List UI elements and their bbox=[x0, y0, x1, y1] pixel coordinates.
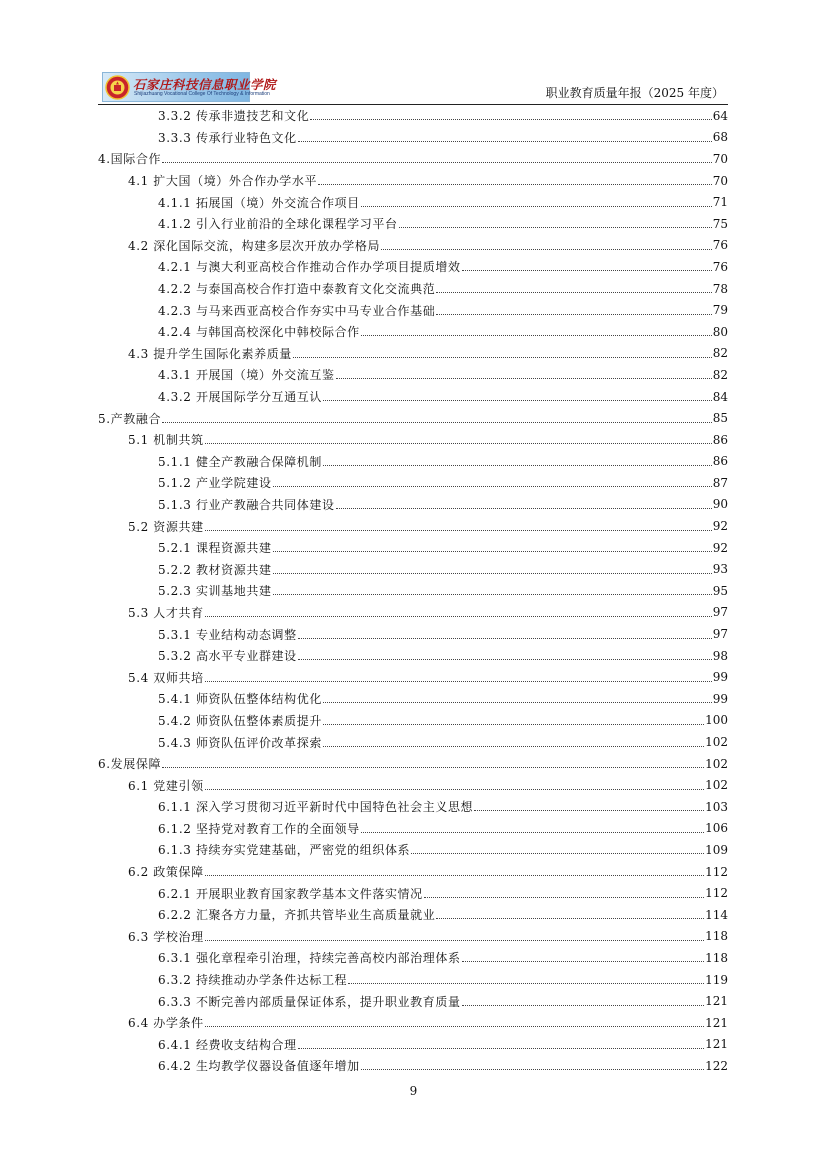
toc-entry-title: 5.1.3 行业产教融合共同体建设 bbox=[158, 497, 335, 512]
toc-entry-page: 119 bbox=[705, 972, 728, 987]
toc-entry-title: 6.4.1 经费收支结构合理 bbox=[158, 1037, 297, 1052]
toc-dot-leader bbox=[336, 508, 712, 509]
toc-entry[interactable] bbox=[98, 1012, 728, 1034]
toc-dot-leader bbox=[273, 551, 712, 552]
toc-entry-title: 4.国际合作 bbox=[98, 152, 162, 167]
toc-dot-leader bbox=[310, 119, 711, 120]
toc-entry[interactable] bbox=[98, 321, 728, 343]
toc-dot-leader bbox=[273, 594, 712, 595]
toc-dot-leader bbox=[462, 1005, 705, 1006]
toc-dot-leader bbox=[323, 702, 712, 703]
toc-entry[interactable] bbox=[98, 969, 728, 991]
toc-dot-leader bbox=[474, 810, 704, 811]
toc-entry[interactable] bbox=[98, 861, 728, 883]
toc-entry-page: 106 bbox=[705, 821, 728, 836]
toc-entry[interactable] bbox=[98, 429, 728, 451]
toc-entry-page: 95 bbox=[712, 583, 728, 598]
toc-entry-title: 4.2.2 与泰国高校合作打造中泰教育文化交流典范 bbox=[158, 282, 436, 297]
logo-chinese-name: 石家庄科技信息职业学院 bbox=[133, 77, 277, 92]
toc-dot-leader bbox=[361, 1069, 704, 1070]
toc-entry-title: 6.1.2 坚持党对教育工作的全面领导 bbox=[158, 821, 360, 836]
toc-dot-leader bbox=[361, 832, 704, 833]
toc-entry[interactable] bbox=[98, 602, 728, 624]
toc-entry[interactable] bbox=[98, 710, 728, 732]
toc-entry-page: 121 bbox=[705, 1015, 728, 1030]
toc-entry[interactable] bbox=[98, 494, 728, 516]
toc-entry[interactable] bbox=[98, 299, 728, 321]
toc-entry-page: 99 bbox=[712, 691, 728, 706]
toc-entry[interactable] bbox=[98, 105, 728, 127]
toc-dot-leader bbox=[336, 378, 712, 379]
toc-entry-title: 6.4 办学条件 bbox=[128, 1016, 204, 1031]
toc-entry[interactable] bbox=[98, 148, 728, 170]
toc-entry[interactable] bbox=[98, 364, 728, 386]
toc-entry[interactable] bbox=[98, 170, 728, 192]
report-title: 职业教育质量年报（2025 年度） bbox=[545, 86, 724, 100]
toc-entry-title: 5.4.1 师资队伍整体结构优化 bbox=[158, 692, 322, 707]
toc-entry-title: 5.2.2 教材资源共建 bbox=[158, 562, 272, 577]
toc-entry-page: 122 bbox=[705, 1058, 728, 1073]
toc-entry[interactable] bbox=[98, 580, 728, 602]
logo-english-name: Shijiazhuang Vocational College Of Technology & Information bbox=[134, 91, 270, 97]
toc-entry[interactable] bbox=[98, 666, 728, 688]
toc-entry-page: 92 bbox=[712, 519, 728, 534]
toc-entry-page: 109 bbox=[705, 842, 728, 857]
toc-entry-page: 118 bbox=[705, 929, 728, 944]
toc-entry-page: 75 bbox=[712, 216, 728, 231]
toc-entry-page: 102 bbox=[705, 778, 728, 793]
toc-entry-title: 4.3.1 开展国（境）外交流互鉴 bbox=[158, 368, 335, 383]
toc-entry[interactable] bbox=[98, 537, 728, 559]
toc-entry[interactable] bbox=[98, 386, 728, 408]
toc-entry-page: 118 bbox=[705, 950, 728, 965]
toc-dot-leader bbox=[399, 227, 712, 228]
toc-dot-leader bbox=[323, 746, 704, 747]
toc-dot-leader bbox=[348, 983, 704, 984]
toc-entry-page: 82 bbox=[712, 367, 728, 382]
toc-entry-title: 5.产教融合 bbox=[98, 411, 162, 426]
toc-entry-page: 64 bbox=[712, 108, 728, 123]
toc-entry-title: 4.1 扩大国（境）外合作办学水平 bbox=[128, 174, 318, 189]
toc-entry-page: 99 bbox=[712, 670, 728, 685]
toc-entry[interactable] bbox=[98, 947, 728, 969]
toc-entry-page: 112 bbox=[705, 864, 728, 879]
toc-entry-page: 87 bbox=[712, 475, 728, 490]
toc-entry-page: 103 bbox=[705, 799, 728, 814]
toc-dot-leader bbox=[462, 961, 705, 962]
toc-dot-leader bbox=[361, 206, 712, 207]
toc-dot-leader bbox=[298, 659, 712, 660]
toc-dot-leader bbox=[205, 1026, 704, 1027]
toc-dot-leader bbox=[381, 249, 712, 250]
toc-dot-leader bbox=[205, 443, 712, 444]
toc-entry-page: 97 bbox=[712, 627, 728, 642]
toc-dot-leader bbox=[361, 335, 712, 336]
toc-entry-title: 4.1.2 引入行业前沿的全球化课程学习平台 bbox=[158, 217, 398, 232]
toc-entry-title: 5.3.1 专业结构动态调整 bbox=[158, 627, 297, 642]
toc-entry-title: 5.4.2 师资队伍整体素质提升 bbox=[158, 713, 322, 728]
toc-entry[interactable] bbox=[98, 926, 728, 948]
toc-entry-page: 112 bbox=[705, 886, 728, 901]
toc-entry[interactable] bbox=[98, 818, 728, 840]
table-of-contents bbox=[98, 105, 728, 1077]
toc-entry-title: 5.1.2 产业学院建设 bbox=[158, 476, 272, 491]
toc-entry-title: 4.2.4 与韩国高校深化中韩校际合作 bbox=[158, 325, 360, 340]
toc-dot-leader bbox=[205, 940, 704, 941]
toc-entry-title: 4.1.1 拓展国（境）外交流合作项目 bbox=[158, 195, 360, 210]
toc-dot-leader bbox=[323, 724, 704, 725]
toc-entry[interactable] bbox=[98, 256, 728, 278]
toc-entry-page: 68 bbox=[712, 130, 728, 145]
toc-entry[interactable] bbox=[98, 904, 728, 926]
toc-entry-page: 70 bbox=[712, 151, 728, 166]
toc-entry-title: 4.2 深化国际交流，构建多层次开放办学格局 bbox=[128, 238, 381, 253]
toc-dot-leader bbox=[424, 897, 704, 898]
toc-entry-title: 5.2.3 实训基地共建 bbox=[158, 584, 272, 599]
toc-entry-title: 4.2.1 与澳大利亚高校合作推动合作办学项目提质增效 bbox=[158, 260, 461, 275]
toc-dot-leader bbox=[162, 767, 704, 768]
toc-entry[interactable] bbox=[98, 451, 728, 473]
toc-dot-leader bbox=[436, 314, 711, 315]
toc-entry[interactable] bbox=[98, 990, 728, 1012]
page-header bbox=[98, 70, 728, 104]
toc-entry-page: 71 bbox=[712, 195, 728, 210]
toc-entry[interactable] bbox=[98, 774, 728, 796]
toc-entry-page: 102 bbox=[705, 735, 728, 750]
college-seal-icon bbox=[105, 75, 130, 100]
toc-dot-leader bbox=[323, 465, 712, 466]
toc-entry-title: 6.3.1 强化章程牵引治理，持续完善高校内部治理体系 bbox=[158, 951, 461, 966]
toc-entry-page: 76 bbox=[712, 259, 728, 274]
toc-entry-title: 6.1 党建引领 bbox=[128, 778, 204, 793]
toc-entry[interactable] bbox=[98, 882, 728, 904]
toc-entry[interactable] bbox=[98, 688, 728, 710]
toc-entry[interactable] bbox=[98, 558, 728, 580]
toc-dot-leader bbox=[462, 270, 712, 271]
toc-entry-title: 6.3.2 持续推动办学条件达标工程 bbox=[158, 973, 348, 988]
toc-entry[interactable] bbox=[98, 278, 728, 300]
toc-entry-title: 5.3 人才共育 bbox=[128, 605, 204, 620]
toc-entry-title: 4.3.2 开展国际学分互通互认 bbox=[158, 390, 322, 405]
toc-dot-leader bbox=[162, 422, 712, 423]
toc-entry-title: 6.1.1 深入学习贯彻习近平新时代中国特色社会主义思想 bbox=[158, 800, 474, 815]
toc-entry-page: 97 bbox=[712, 605, 728, 620]
toc-entry-page: 102 bbox=[705, 756, 728, 771]
toc-entry-page: 82 bbox=[712, 346, 728, 361]
toc-dot-leader bbox=[298, 638, 712, 639]
toc-dot-leader bbox=[205, 530, 712, 531]
toc-entry-title: 6.发展保障 bbox=[98, 757, 162, 772]
toc-dot-leader bbox=[273, 573, 712, 574]
toc-entry-page: 93 bbox=[712, 562, 728, 577]
toc-entry-page: 86 bbox=[712, 454, 728, 469]
toc-entry-title: 3.3.3 传承行业特色文化 bbox=[158, 130, 297, 145]
toc-entry-title: 6.2 政策保障 bbox=[128, 865, 204, 880]
toc-dot-leader bbox=[436, 292, 711, 293]
toc-dot-leader bbox=[205, 789, 704, 790]
toc-entry-page: 84 bbox=[712, 389, 728, 404]
toc-entry[interactable] bbox=[98, 235, 728, 257]
toc-entry[interactable] bbox=[98, 213, 728, 235]
toc-entry[interactable] bbox=[98, 623, 728, 645]
toc-dot-leader bbox=[436, 918, 704, 919]
toc-entry[interactable] bbox=[98, 472, 728, 494]
toc-entry-title: 5.1.1 健全产教融合保障机制 bbox=[158, 454, 322, 469]
college-logo bbox=[102, 72, 277, 102]
toc-entry-page: 121 bbox=[705, 994, 728, 1009]
toc-dot-leader bbox=[411, 853, 704, 854]
toc-dot-leader bbox=[273, 486, 712, 487]
toc-entry-page: 98 bbox=[712, 648, 728, 663]
toc-entry-title: 6.2.2 汇聚各方力量，齐抓共管毕业生高质量就业 bbox=[158, 908, 436, 923]
toc-entry[interactable] bbox=[98, 343, 728, 365]
toc-entry-title: 5.4.3 师资队伍评价改革探索 bbox=[158, 735, 322, 750]
toc-entry-page: 100 bbox=[705, 713, 728, 728]
toc-entry[interactable] bbox=[98, 1055, 728, 1077]
toc-entry-page: 70 bbox=[712, 173, 728, 188]
toc-dot-leader bbox=[293, 357, 712, 358]
toc-entry-title: 6.4.2 生均教学仪器设备值逐年增加 bbox=[158, 1059, 360, 1074]
toc-entry-title: 4.3 提升学生国际化素养质量 bbox=[128, 346, 292, 361]
toc-entry-title: 4.2.3 与马来西亚高校合作夯实中马专业合作基础 bbox=[158, 303, 436, 318]
toc-entry[interactable] bbox=[98, 731, 728, 753]
toc-entry-title: 6.3 学校治理 bbox=[128, 929, 204, 944]
toc-dot-leader bbox=[318, 184, 712, 185]
toc-dot-leader bbox=[205, 681, 712, 682]
toc-dot-leader bbox=[205, 875, 704, 876]
toc-entry[interactable] bbox=[98, 407, 728, 429]
toc-entry-page: 92 bbox=[712, 540, 728, 555]
toc-entry[interactable] bbox=[98, 796, 728, 818]
toc-dot-leader bbox=[162, 162, 712, 163]
toc-dot-leader bbox=[323, 400, 712, 401]
toc-entry-page: 78 bbox=[712, 281, 728, 296]
toc-entry[interactable] bbox=[98, 1034, 728, 1056]
toc-entry-title: 6.2.1 开展职业教育国家教学基本文件落实情况 bbox=[158, 886, 423, 901]
toc-entry-title: 5.1 机制共筑 bbox=[128, 433, 204, 448]
toc-dot-leader bbox=[205, 616, 712, 617]
toc-entry-page: 90 bbox=[712, 497, 728, 512]
toc-entry-page: 121 bbox=[705, 1037, 728, 1052]
toc-entry-page: 80 bbox=[712, 324, 728, 339]
toc-entry-title: 6.3.3 不断完善内部质量保证体系，提升职业教育质量 bbox=[158, 994, 461, 1009]
toc-entry[interactable] bbox=[98, 191, 728, 213]
toc-entry-page: 79 bbox=[712, 303, 728, 318]
toc-dot-leader bbox=[298, 1048, 704, 1049]
toc-entry-title: 5.3.2 高水平专业群建设 bbox=[158, 649, 297, 664]
toc-entry-title: 6.1.3 持续夯实党建基础，严密党的组织体系 bbox=[158, 843, 411, 858]
toc-entry-title: 5.2 资源共建 bbox=[128, 519, 204, 534]
toc-entry[interactable] bbox=[98, 645, 728, 667]
toc-entry-title: 5.4 双师共培 bbox=[128, 670, 204, 685]
page-number: 9 bbox=[409, 1084, 418, 1098]
toc-entry[interactable] bbox=[98, 127, 728, 149]
toc-entry[interactable] bbox=[98, 515, 728, 537]
toc-entry-page: 86 bbox=[712, 432, 728, 447]
toc-entry-title: 3.3.2 传承非遗技艺和文化 bbox=[158, 109, 310, 124]
toc-entry-title: 5.2.1 课程资源共建 bbox=[158, 541, 272, 556]
toc-dot-leader bbox=[298, 141, 712, 142]
toc-entry-page: 85 bbox=[712, 411, 728, 426]
toc-entry[interactable] bbox=[98, 839, 728, 861]
toc-entry-page: 114 bbox=[705, 907, 728, 922]
toc-entry[interactable] bbox=[98, 753, 728, 775]
toc-entry-page: 76 bbox=[712, 238, 728, 253]
